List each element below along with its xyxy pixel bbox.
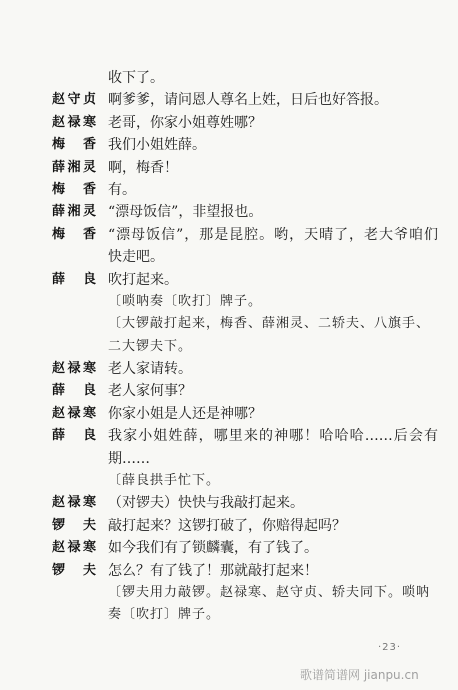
dialogue-row [0, 537, 458, 559]
stage-direction [0, 582, 458, 627]
dialogue-row [0, 201, 458, 223]
speaker-name: 赵禄寒 [52, 540, 96, 556]
dialogue-row [0, 112, 458, 134]
dialogue-line: 我们小姐姓薛。 [108, 137, 206, 154]
speaker-name: 薛湘灵 [52, 159, 96, 175]
script-body [0, 67, 458, 627]
dialogue-row [0, 89, 458, 111]
dialogue-line: 敲打起来？这锣打破了，你赔得起吗？ [108, 517, 346, 534]
dialogue-row [0, 515, 458, 537]
dialogue-line: 吹打起来。 [108, 271, 178, 288]
dialogue-line: 有。 [108, 181, 136, 198]
dialogue-line: 收下了。 [108, 70, 164, 86]
speaker-name: 锣夫 [52, 517, 96, 533]
dialogue-row [0, 134, 458, 156]
dialogue-line: “漂母饭信”，非望报也。 [108, 204, 263, 221]
dialogue-line: 期…… [108, 450, 150, 467]
direction-line: 二大锣夫下。 [108, 338, 193, 354]
speaker-name: 薛湘灵 [52, 204, 96, 220]
dialogue-line: （对锣夫）快快与我敲打起来。 [108, 495, 304, 512]
speaker-name: 锣夫 [52, 562, 96, 578]
speaker-name: 赵禄寒 [52, 495, 96, 511]
dialogue-line: 怎么？有了钱了！那就敲打起来！ [108, 562, 318, 579]
dialogue-row [0, 425, 458, 470]
speaker-name: 薛良 [52, 428, 96, 444]
direction-line: 〔锣夫用力敲锣。赵禄寒、赵守贞、轿夫同下。唢呐 [108, 584, 431, 600]
dialogue-line: 啊爹爹，请问恩人尊名上姓，日后也好答报。 [108, 92, 388, 109]
dialogue-line: 我家小姐姓薛，哪里来的神哪！哈哈哈……后会有 [108, 428, 438, 445]
dialogue-line: 啊，梅香！ [108, 159, 178, 176]
speaker-name: 梅香 [52, 226, 96, 242]
dialogue-row [0, 269, 458, 291]
speaker-name: 薛良 [52, 271, 96, 287]
dialogue-row [0, 67, 458, 89]
dialogue-line: 老人家请转。 [108, 361, 192, 378]
dialogue-row [0, 492, 458, 514]
dialogue-row [0, 403, 458, 425]
dialogue-row [0, 157, 458, 179]
speaker-name: 梅香 [52, 181, 96, 197]
direction-line: 〔唢呐奏〔吹打〕牌子。 [108, 293, 263, 309]
direction-line: 〔大锣敲打起来，梅香、薛湘灵、二轿夫、八旗手、 [108, 316, 431, 332]
dialogue-line: 快走吧。 [108, 249, 164, 266]
dialogue-line: “漂母饭信”，那是昆腔。哟，天晴了，老大爷咱们 [108, 226, 438, 243]
speaker-name: 赵禄寒 [52, 361, 96, 377]
watermark: 歌谱简谱网 jianpu.cn [300, 668, 419, 682]
speaker-name: 赵禄寒 [52, 405, 96, 421]
dialogue-row [0, 179, 458, 201]
speaker-name: 赵守贞 [52, 92, 96, 108]
speaker-name: 赵禄寒 [52, 114, 96, 130]
stage-direction [0, 291, 458, 313]
speaker-name: 薛良 [52, 383, 96, 399]
dialogue-line: 老人家何事？ [108, 383, 192, 400]
dialogue-row [0, 560, 458, 582]
direction-line: 〔薛良拱手忙下。 [108, 473, 221, 489]
speaker-name: 梅香 [52, 137, 96, 153]
direction-line: 奏〔吹打〕牌子。 [108, 607, 221, 623]
dialogue-line: 你家小姐是人还是神哪？ [108, 405, 262, 422]
dialogue-line: 老哥，你家小姐尊姓哪？ [108, 114, 262, 131]
dialogue-line: 如今我们有了锁麟囊，有了钱了。 [108, 540, 318, 557]
dialogue-row [0, 224, 458, 269]
stage-direction [0, 313, 458, 358]
dialogue-row [0, 358, 458, 380]
page-number: ·23· [378, 642, 402, 653]
dialogue-row [0, 380, 458, 402]
stage-direction [0, 470, 458, 492]
